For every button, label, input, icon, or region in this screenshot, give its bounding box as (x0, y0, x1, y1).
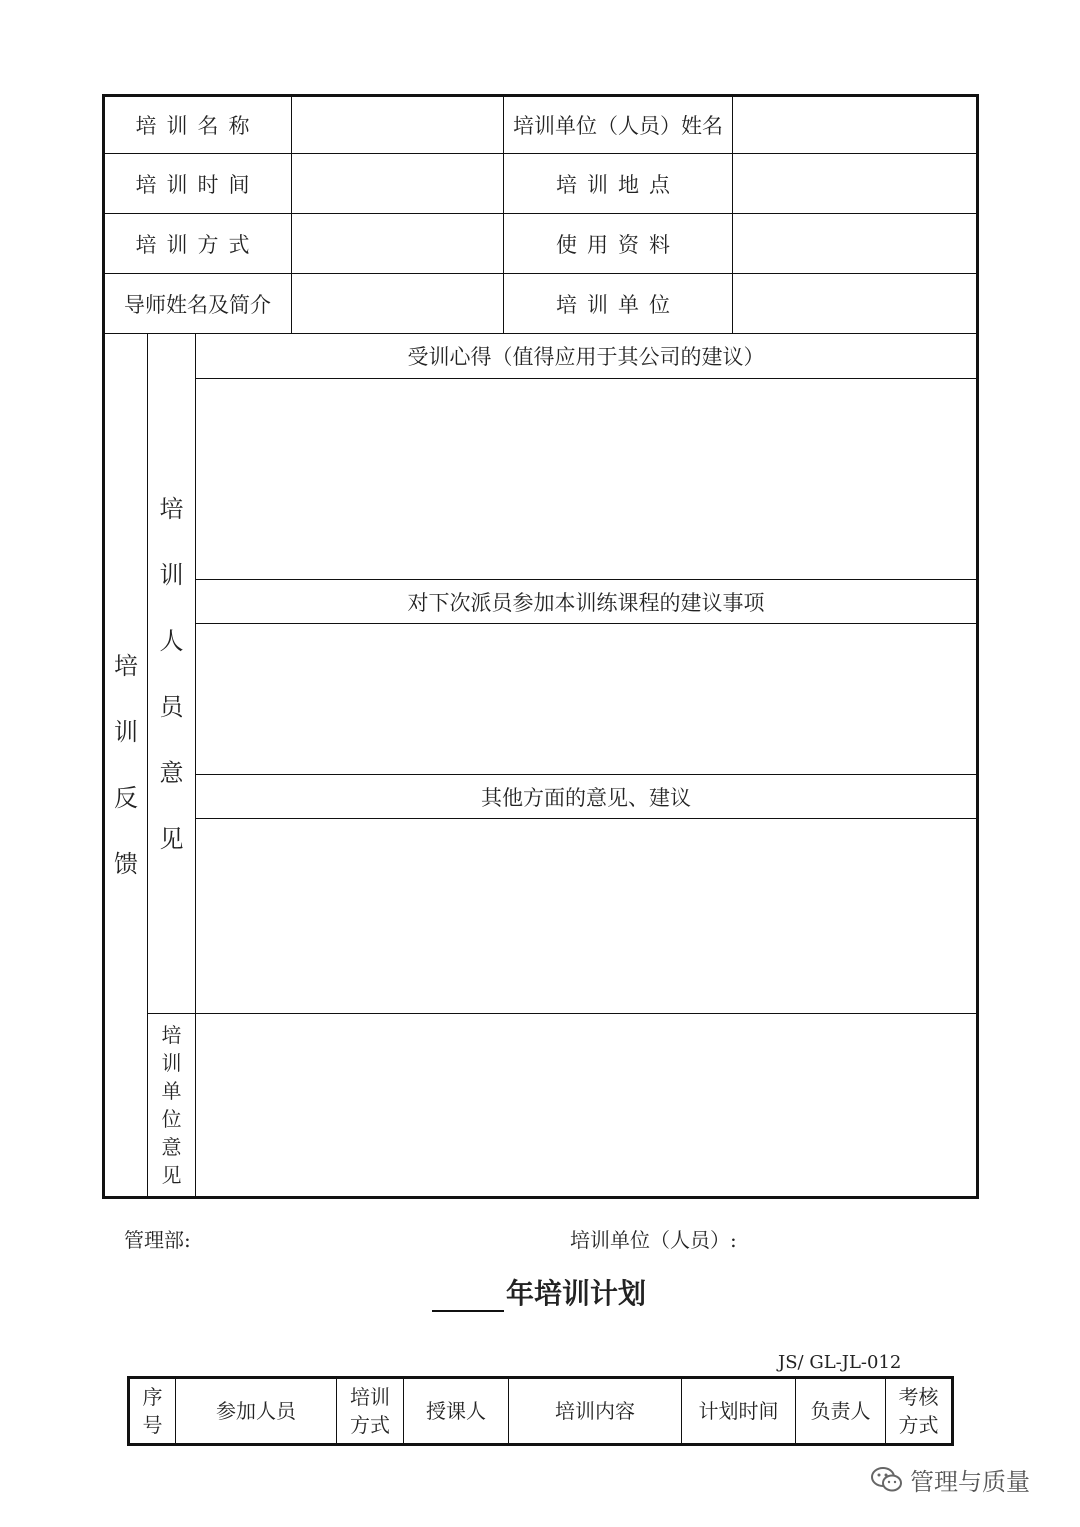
management-signature-label: 管理部: (124, 1228, 191, 1252)
section-suggestions-title: 对下次派员参加本训练课程的建议事项 (407, 590, 765, 615)
header-assessment: 考核 方式 (898, 1385, 939, 1437)
suggestions-field[interactable] (196, 624, 976, 774)
feedback-label: 培 训 反 馈 (114, 652, 138, 878)
label-trainee-name: 培训单位（人员）姓名 (513, 113, 723, 138)
plan-title: 年培训计划 (432, 1272, 646, 1312)
header-planned-time: 计划时间 (698, 1399, 779, 1423)
label-materials: 使用资料 (556, 232, 680, 257)
training-name-field[interactable] (292, 96, 503, 153)
other-opinions-field[interactable] (196, 819, 976, 1013)
watermark (870, 1462, 1060, 1498)
insights-field[interactable] (196, 379, 976, 579)
training-unit-field[interactable] (733, 274, 976, 333)
training-method-field[interactable] (292, 214, 503, 273)
training-time-field[interactable] (292, 154, 503, 213)
label-instructor: 导师姓名及简介 (124, 292, 271, 317)
label-training-time: 培训时间 (135, 172, 260, 197)
header-responsible: 负责人 (810, 1399, 871, 1423)
unit-signature-label: 培训单位（人员）: (570, 1228, 737, 1252)
materials-field[interactable] (733, 214, 976, 273)
header-instructor: 授课人 (426, 1399, 486, 1423)
label-training-location: 培训地点 (556, 172, 680, 197)
section-insights-title: 受训心得（值得应用于其公司的建议） (407, 345, 765, 369)
trainee-name-field[interactable] (733, 96, 976, 153)
trainee-opinion-label: 培 训 人 员 意 见 (159, 494, 184, 853)
wechat-icon (870, 1466, 904, 1498)
header-content: 培训内容 (555, 1399, 635, 1423)
header-index: 序 号 (142, 1385, 163, 1437)
year-blank[interactable] (432, 1280, 504, 1312)
instructor-field[interactable] (292, 274, 503, 333)
label-training-method: 培训方式 (135, 232, 260, 257)
label-training-unit: 培训单位 (556, 292, 680, 317)
header-method: 培训 方式 (350, 1385, 390, 1437)
section-other-title: 其他方面的意见、建议 (481, 785, 691, 810)
header-participants: 参加人员 (216, 1399, 296, 1423)
unit-opinion-field[interactable] (196, 1014, 976, 1196)
label-training-name: 培训名称 (135, 113, 260, 138)
unit-opinion-label: 培 训 单 位 意 见 (161, 1023, 182, 1187)
watermark-text: 管理与质量 (910, 1468, 1030, 1496)
training-location-field[interactable] (733, 154, 976, 213)
plan-code: JS/ GL-JL-012 (778, 1352, 902, 1373)
